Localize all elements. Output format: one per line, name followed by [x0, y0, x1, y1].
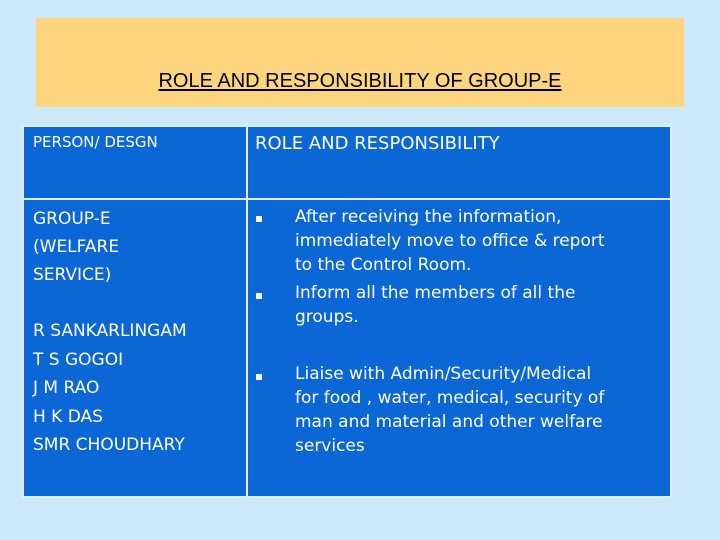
responsibility-line: for food , water, medical, security of: [295, 388, 605, 408]
group-line: GROUP-E: [33, 209, 111, 229]
responsibility-item: [295, 205, 667, 277]
responsibility-line: services: [295, 436, 365, 456]
slide-title: ROLE AND RESPONSIBILITY OF GROUP-E: [158, 70, 562, 92]
responsibility-item: [295, 362, 667, 458]
responsibility-line: Liaise with Admin/Security/Medical: [295, 364, 592, 384]
header-person-desgn: PERSON/ DESGN: [33, 133, 158, 151]
member-name: H K DAS: [33, 406, 103, 427]
responsibility-line: to the Control Room.: [295, 255, 472, 275]
column-divider: [246, 127, 248, 496]
responsibility-line: man and material and other welfare: [295, 412, 603, 432]
responsibility-table: [22, 125, 672, 498]
bullet-icon: [256, 216, 262, 222]
member-name: J M RAO: [33, 378, 100, 398]
member-names: [33, 317, 243, 460]
header-role-responsibility: ROLE AND RESPONSIBILITY: [255, 133, 500, 154]
group-line: SERVICE): [33, 265, 112, 285]
member-name: R SANKARLINGAM: [33, 321, 187, 341]
bullet-icon: [256, 293, 262, 299]
member-name: T S GOGOI: [33, 349, 124, 370]
responsibility-item: [295, 281, 667, 329]
responsibility-line: groups.: [295, 307, 359, 327]
member-name: SMR CHOUDHARY: [33, 435, 185, 455]
title-banner: [36, 18, 684, 107]
group-line: (WELFARE: [33, 237, 120, 257]
header-divider: [24, 198, 670, 200]
bullet-icon: [256, 374, 262, 380]
responsibility-line: Inform all the members of all the: [295, 283, 576, 303]
group-designation: [33, 205, 233, 289]
responsibility-line: After receiving the information,: [295, 207, 562, 227]
responsibility-line: immediately move to office & report: [295, 231, 605, 251]
